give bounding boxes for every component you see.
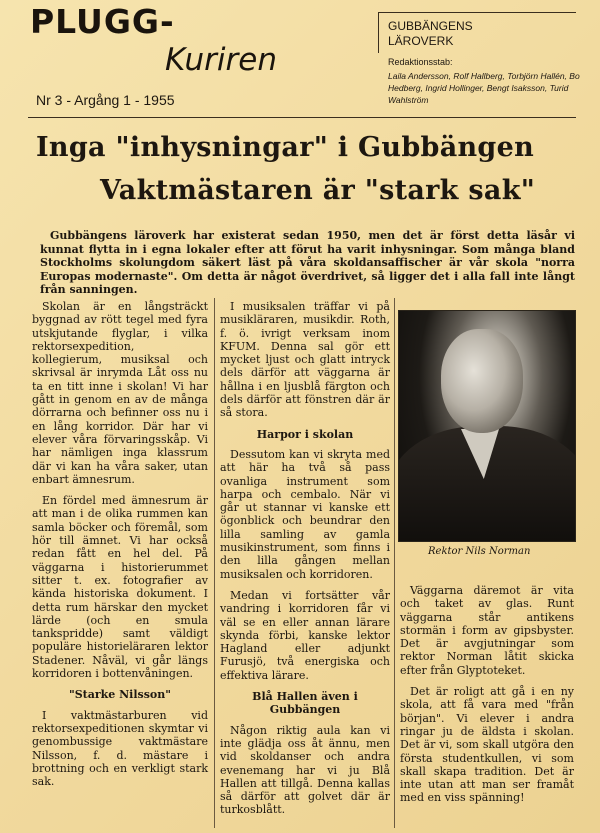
issue-line: Nr 3 - Argång 1 - 1955: [36, 92, 175, 108]
col3-paragraph-1: Väggarna däremot är vita och taket av glas. Runt väggarna står antikens stormän i form av gipsbyster. Det är avgjutningar som rektor Norman låtit skicka efter från Glyptoteket.: [400, 584, 574, 677]
photo-caption: Rektor Nils Norman: [428, 546, 531, 557]
col1-paragraph-2: En fördel med ämnesrum är att man i de olika rummen kan samla böcker och föremål, som hör till ämnet. Vi har också redan fått en hel del. På väggarna i historierummet sitter t. ex. fotografier av kända historiska dokument. I detta rum härskar den mycket lärde (och en smula tankspridde) samt väldigt populäre historieläraren lektor Stadener. Nåväl, vi går längs korridoren i bottenvåningen.: [32, 494, 208, 681]
editorial-label: Redaktionsstab:: [388, 57, 453, 67]
masthead-subtitle: Kuriren: [165, 42, 277, 78]
masthead-rule: [28, 117, 576, 118]
lead-paragraph: Gubbängens läroverk har existerat sedan 1950, men det är först detta läsår vi kunnat flytta in i egna lokaler efter att förut ha varit inhysningar. Som många bland Stockholms skolungdom säkert läst på våra skoldansaffischer är vår skola "norra Europas modernaste". Om detta är något överdrivet, så ligger det i alla fall inte långt från sanningen.: [40, 229, 575, 296]
headline-line-2: Vaktmästaren är "stark sak": [100, 175, 536, 206]
col2-paragraph-4: Någon riktig aula kan vi inte glädja oss åt ännu, men vid skoldanser och andra evenemang har vi ju Blå Hallen att tillgå. Denna kallas så därför att golvet där är turkosblått.: [220, 723, 390, 817]
col2-paragraph-2: Dessutom kan vi skryta med att här ha två så pass ovanliga instrument som harpa och cembalo. När vi går ut stannar vi kanske ett ögonblick och beundrar den lilla samling av gamla musikinstrument, som finns i den lilla gången mellan musiksalen och korridoren.: [220, 447, 390, 581]
col2-paragraph-3: Medan vi fortsätter vår vandring i korridoren får vi väl se en eller annan lärare skynda förbi, kanske lektor Hagland eller adjunkt Furusjö, två energiska och effektiva lärare.: [220, 588, 390, 682]
col1-paragraph-1: Skolan är en långsträckt byggnad av rött tegel med fyra utskjutande flyglar, i vilka rektorsexpedition, kollegierum, musiksal och skrivsal är inrymda Låt oss nu ta en titt inne i skolan! Vi har gått in genom en av de många dörrarna och befinner oss nu i en lång korridor. Där har vi elever våra förvaringsskåp. Vi har nämligen inga klassrum där vi kan ha våra saker, utan enbart ämnesrum.: [32, 300, 208, 486]
masthead-title: PLUGG-: [30, 2, 175, 41]
col2-paragraph-1: I musiksalen träffar vi på musikläraren, musikdir. Roth, f. ö. ivrigt verksam inom KFUM. Denna sal gör ett mycket ljust och glatt intryck dels därför att väggarna är hållna i en ljusblå färgton och dels därför att fönstren där är så stora.: [220, 300, 390, 420]
col3-paragraph-2: Det är roligt att gå i en ny skola, att få vara med "från början". Vi elever i andra ringar ju de äldsta i skolan. Det är vi, som skall utgöra den första studentkullen, vi som skall skapa tradition. Det är inte utan att man ser framåt med en viss spänning!: [400, 685, 574, 805]
column-divider-2: [394, 298, 395, 828]
school-name: GUBBÄNGENS LÄROVERK: [388, 19, 473, 48]
column-divider-1: [214, 298, 215, 828]
rector-photo: [398, 310, 576, 542]
article-column-1: [32, 300, 208, 796]
article-column-2: [220, 300, 390, 825]
col2-subheading-1: Harpor i skolan: [256, 427, 354, 441]
editorial-names: Laila Andersson, Rolf Hallberg, Torbjörn Hallén, Bo Hedberg, Ingrid Hollinger, Bengt Isaksson, Turid Wahlström: [388, 71, 580, 105]
headline-line-1: Inga "inhysningar" i Gubbängen: [36, 132, 535, 163]
col1-subheading: "Starke Nilsson": [69, 688, 171, 702]
col1-paragraph-3: I vaktmästarburen vid rektorsexpeditionen skymtar vi genombussige vaktmästare Nilsson, f. d. mästare i brottning och en verkligt stark sak.: [32, 708, 208, 789]
col2-subheading-2: Blå Hallen även i Gubbängen: [252, 690, 358, 717]
article-column-3: [400, 584, 574, 813]
